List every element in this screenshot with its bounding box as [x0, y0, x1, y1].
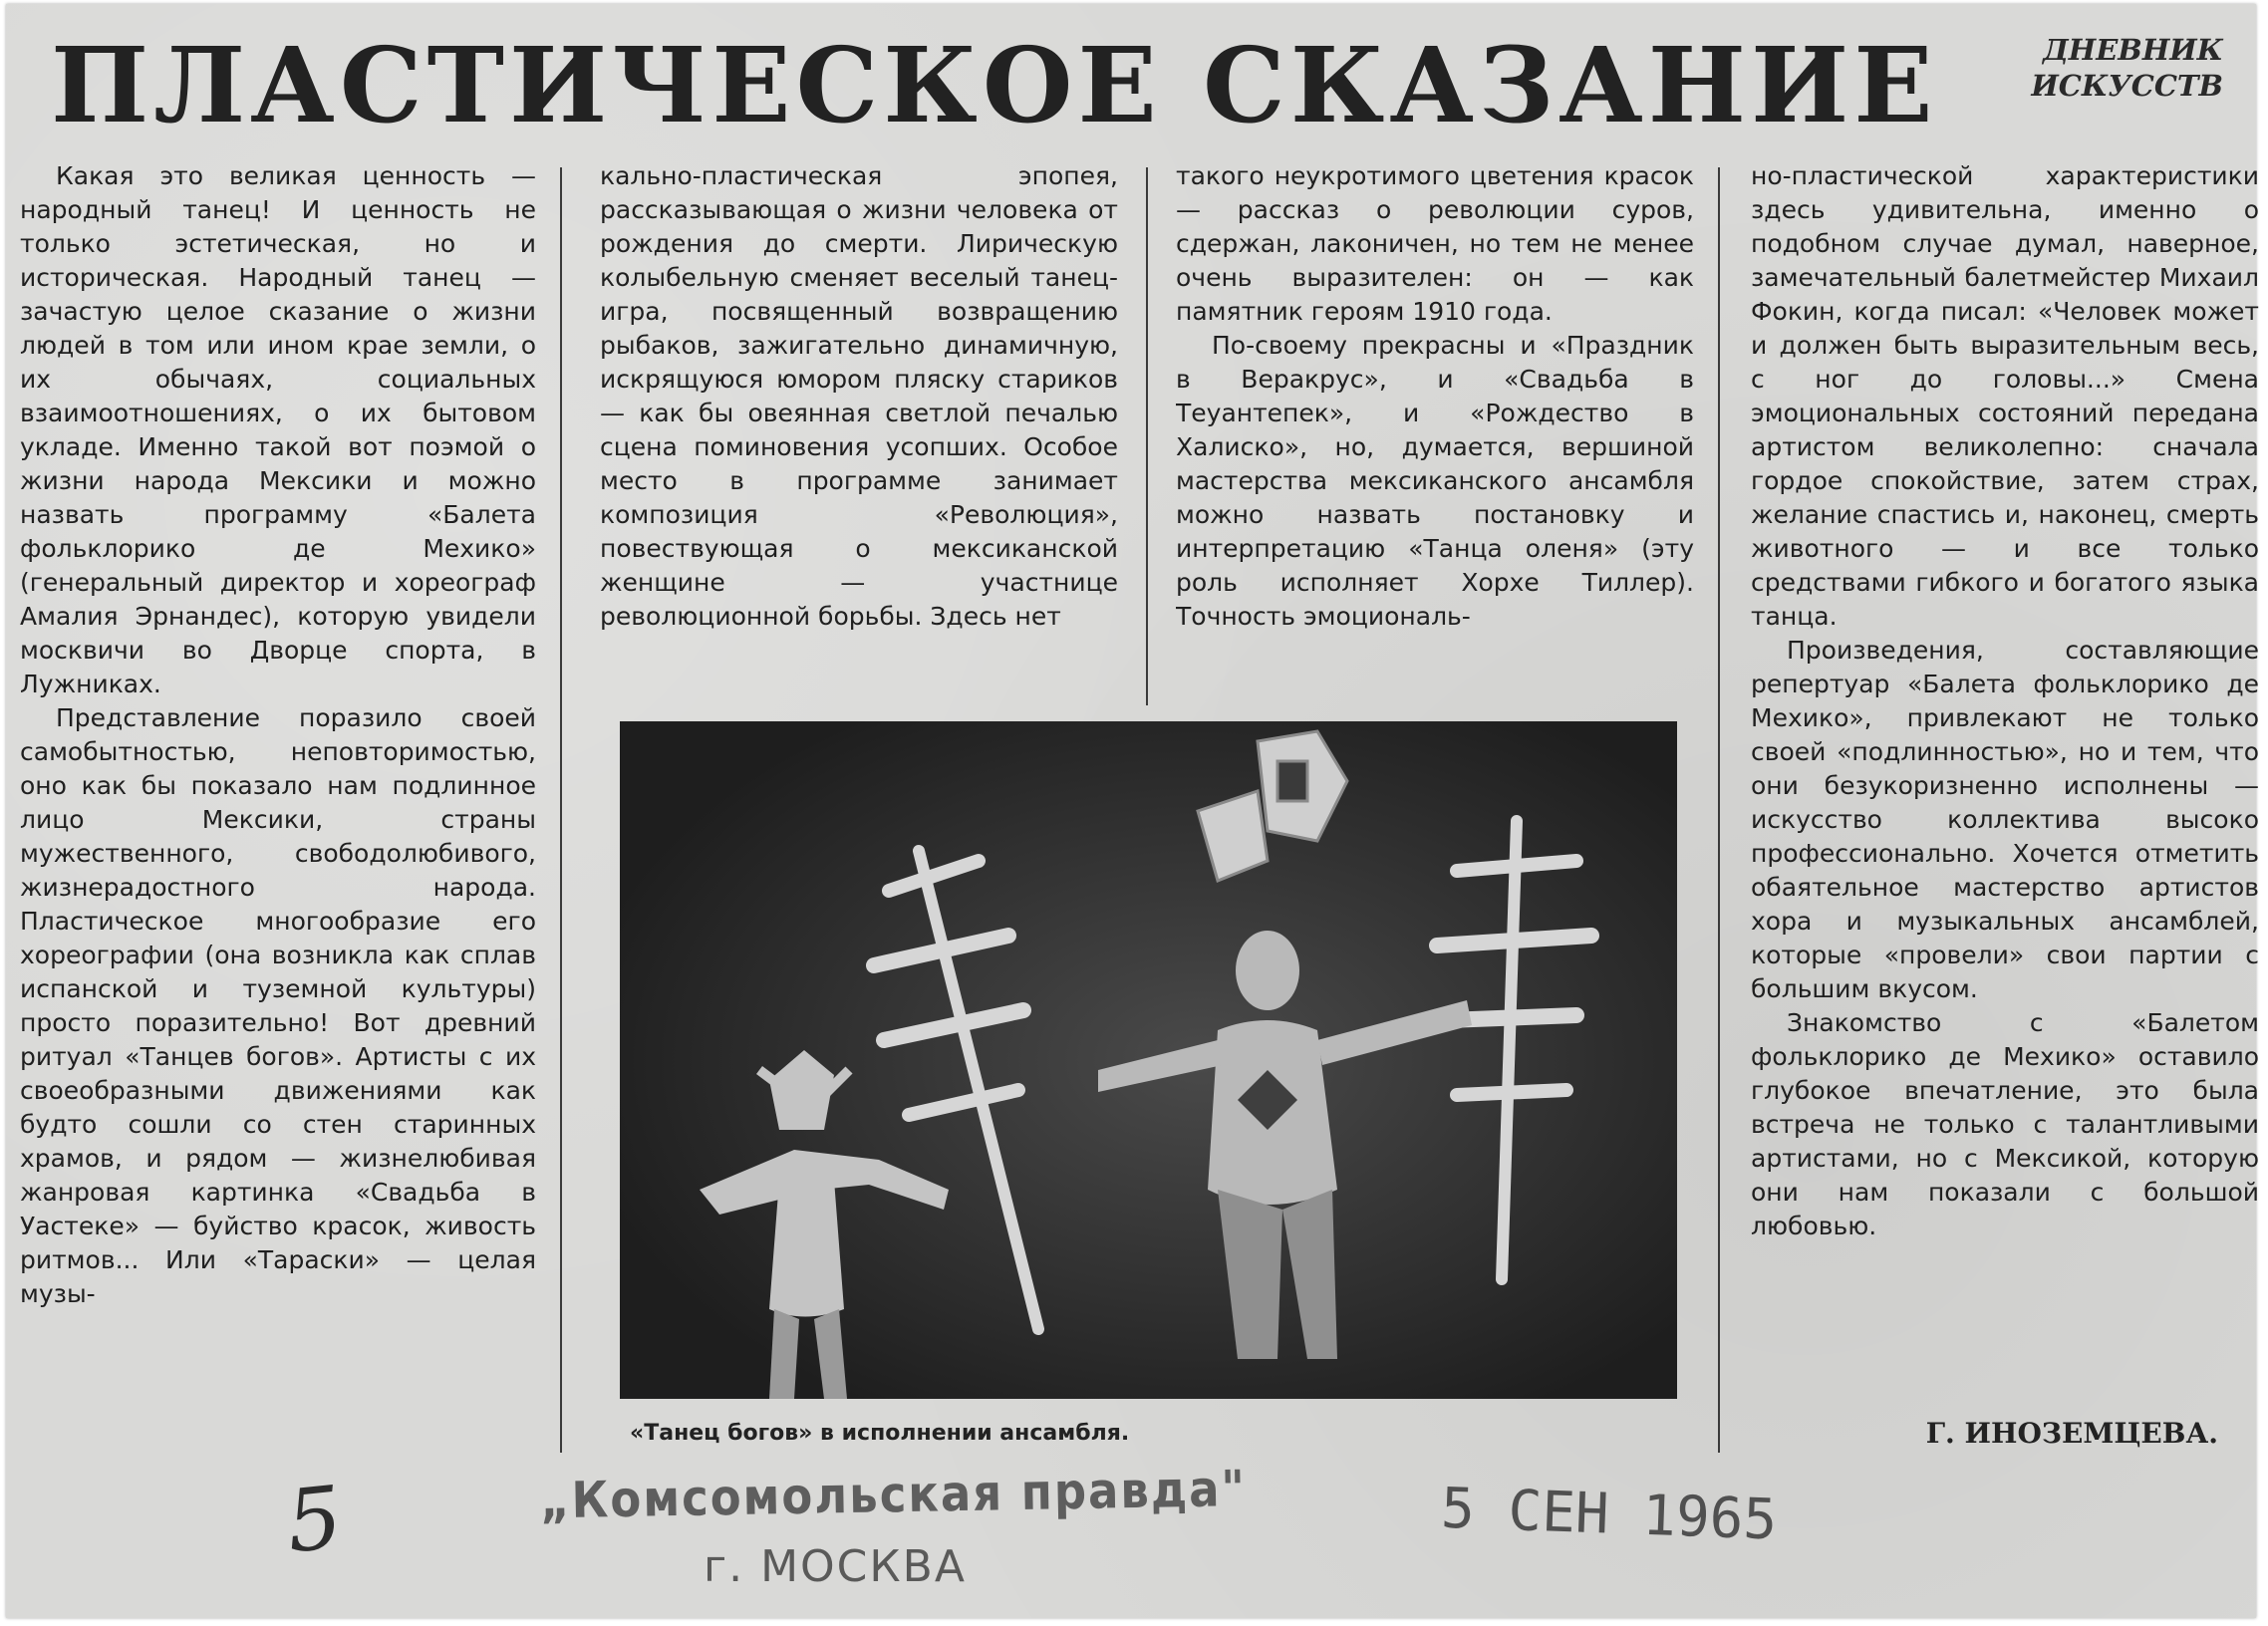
newspaper-stamp: „Комсомольская правда": [539, 1460, 1248, 1530]
section-rubric: [1984, 32, 2223, 104]
rubric-line-2: ИСКУССТВ: [2031, 69, 2223, 103]
column-rule: [1146, 167, 1148, 705]
city-stamp: г. МОСКВА: [704, 1541, 967, 1592]
paragraph: но-пластической характеристики здесь удивительна, именно о подобном случае думал, наверное, замечательный балетмейстер Михаил Фокин, когда писал: «Человек может и должен быть выразительным весь, с ног до головы...» Смена эмоциональных состояний передана артистом великолепно: сначала гордое спокойствие, затем страх, желание спастись и, наконец, смерть животного — и все только средствами гибкого и богатого языка танца.: [1751, 161, 2259, 631]
author-signature: Г. ИНОЗЕМЦЕВА.: [1925, 1417, 2218, 1450]
article-column-4: [1751, 159, 2259, 1405]
article-column-3: [1176, 159, 1694, 702]
handwritten-page-number: 5: [282, 1468, 347, 1573]
paragraph: Какая это великая ценность — народный танец! И ценность не только эстетическая, но и историческая. Народный танец — зачастую целое сказание о жизни людей в том или ином крае земли, о их обычаях, социальных взаимоотношениях, о их бытовом укладе. Именно такой вот поэмой о жизни народа Мексики и можно назвать программу «Балета фольклорико де Мехико» (генеральный директор и хореограф Амалия Эрнандес), которую увидели москвичи во Дворце спорта, в Лужниках.: [20, 161, 536, 698]
column-rule: [560, 167, 562, 1453]
date-stamp: 5 СЕН 1965: [1439, 1476, 1779, 1553]
paragraph: Представление поразило своей самобытностью, неповторимостью, оно как бы показало нам подлинное лицо Мексики, страны мужественного, свободолюбивого, жизнерадостного народа. Пластическое многообразие его хореографии (она возникла как сплав испанской и туземной культуры) просто поразительно! Вот древний ритуал «Танцев богов». Артисты с их своеобразными движениями как будто сошли со стен старинных храмов, и рядом — жизнелюбивая жанровая картинка «Свадьба в Уастеке» — буйство красок, живость ритмов... Или «Тараски» — целая музы-: [20, 703, 536, 1308]
rubric-line-1: ДНЕВНИК: [2043, 33, 2223, 67]
article-column-2: [600, 159, 1118, 702]
paragraph: такого неукротимого цветения красок — рассказ о революции суров, сдержан, лаконичен, но тем не менее очень выразителен: он — как памятник героям 1910 года.: [1176, 161, 1694, 326]
column-rule: [1718, 167, 1720, 1453]
dance-photo: [620, 721, 1677, 1399]
paragraph: Произведения, составляющие репертуар «Балета фольклорико де Мехико», привлекают не только своей «подлинностью», но и тем, что они безукоризненно исполнены — искусство коллектива высоко профессионально. Хочется отметить обаятельное мастерство артистов хора и музыкальных ансамблей, которые «провели» свои партии с большим вкусом.: [1751, 636, 2259, 1003]
newspaper-clipping: [6, 4, 2259, 1618]
photo-caption: «Танец богов» в исполнении ансамбля.: [630, 1421, 1130, 1446]
article-headline: ПЛАСТИЧЕСКОЕ СКАЗАНИЕ: [51, 24, 1938, 146]
paragraph: кально-пластическая эпопея, рассказывающая о жизни человека от рождения до смерти. Лирическую колыбельную сменяет веселый танец-игра, посвященный возвращению рыбаков, зажигательно динамичную, искрящуюся юмором пляску стариков — как бы овеянная светлой печалью сцена поминовения усопших. Особое место в программе занимает композиция «Революция», повествующая о мексиканской женщине — участнице революционной борьбы. Здесь нет: [600, 161, 1118, 631]
paragraph: По-своему прекрасны и «Праздник в Веракрус», и «Свадьба в Теуантепек», и «Рождество в Халиско», но, думается, вершиной мастерства мексиканского ансамбля можно назвать постановку и интерпретацию «Танца оленя» (эту роль исполняет Хорхе Тиллер). Точность эмоциональ-: [1176, 331, 1694, 631]
paragraph: Знакомство с «Балетом фольклорико де Мехико» оставило глубокое впечатление, это была встреча не только с талантливыми артистами, но с Мексикой, которую они нам показали с большой любовью.: [1751, 1008, 2259, 1240]
article-column-1: [20, 159, 536, 1455]
